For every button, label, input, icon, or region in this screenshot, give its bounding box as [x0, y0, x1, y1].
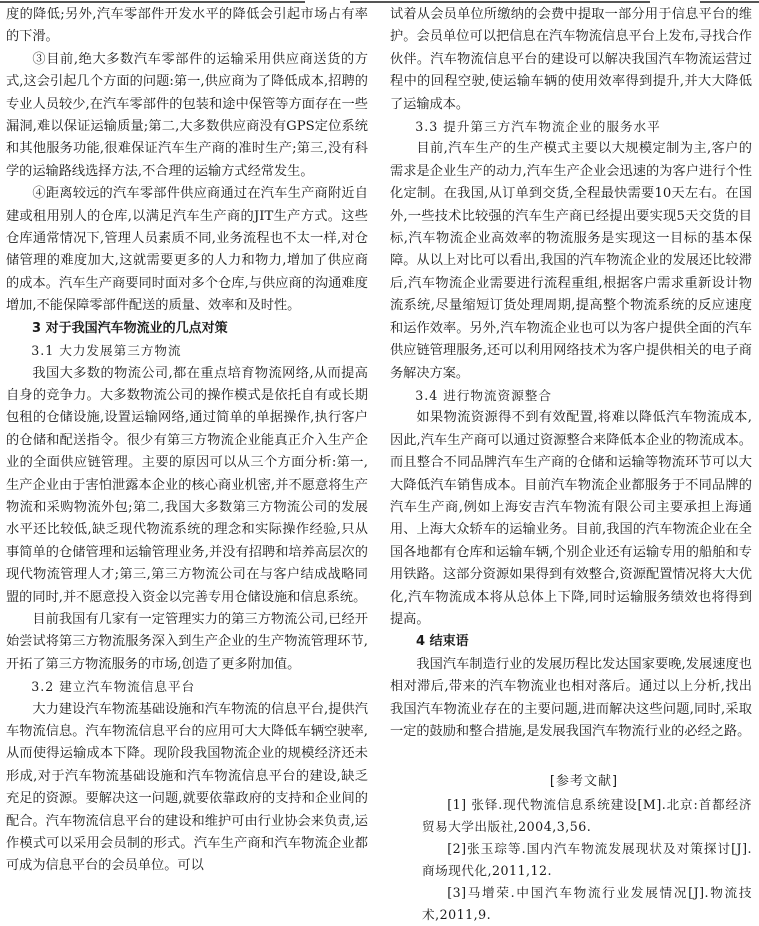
paragraph-continuation: 度的降低;另外,汽车零部件开发水平的降低会引起市场占有率的下滑。: [6, 7, 368, 45]
paragraph-continuation-right: 试着从会员单位所缴纳的会费中提取一部分用于信息平台的维护。会员单位可以把信息在汽车物流信息平台上发布,寻找合作伙伴。汽车物流信息平台的建设可以解决我国汽车物流运营过程中的回程空驶,使运输车辆的使用效率得到提升,并大大降低了运输成本。: [390, 7, 752, 112]
paragraph-3-2: 大力建设汽车物流基础设施和汽车物流的信息平台,提供汽车物流信息。汽车物流信息平台的应用可大大降低车辆空驶率,从而使得运输成本下降。现阶段我国物流企业的规模经济还未形成,对于汽车物流基础设施和汽车物流信息平台的建设,缺乏充足的资源。要解决这一问题,就要依靠政府的支持和企业间的配合。汽车物流信息平台的建设和维护可由行业协会来负责,运作模式可以采用会员制的形式。汽车生产商和汽车物流企业都可成为信息平台的会员单位。可以: [6, 701, 368, 874]
paragraph-3-3: 目前,汽车生产的生产模式主要以大规模定制为主,客户的需求是企业生产的动力,汽车生产企业会迅速的为客户进行个性化定制。在我国,从订单到交货,全程最快需要10天左右。在国外,一些技术比较强的汽车生产商已经提出要实现5天交货的目标,汽车物流企业高效率的物流服务是实现这一目标的基本保障。从以上对比可以看出,我国的汽车物流企业的发展还比较滞后,汽车物流企业需要进行流程重组,根据客户需求重新设计物流系统,尽量缩短订货处理周期,提高整个物流系统的反应速度和运作效率。另外,汽车物流企业也可以为客户提供全面的汽车供应链管理服务,还可以利用网络技术为客户提供相关的电子商务解决方案。: [390, 141, 752, 381]
subsection-3-3-heading: 3.3 提升第三方汽车物流企业的服务水平: [415, 119, 661, 135]
paragraph-3-4: 如果物流资源得不到有效配置,将难以降低汽车物流成本,因此,汽车生产商可以通过资源整合来降低本企业的物流成本。而且整合不同品牌汽车生产商的仓储和运输等物流环节可以大大降低汽车销售成本。目前汽车物流企业都服务于不同品牌的汽车生产商,例如上海安吉汽车物流有限公司主要承担上海通用、上海大众轿车的运输业务。目前,我国的汽车物流企业在全国各地都有仓库和运输车辆,个别企业还有运输专用的船舶和专用铁路。这部分资源如果得到有效整合,资源配置情况将大大优化,汽车物流成本将从总体上下降,同时运输服务绩效也将得到提高。: [390, 410, 752, 627]
reference-item: [2]张玉琮等.国内汽车物流发展现状及对策探讨[J].商场现代化,2011,12.: [422, 840, 752, 878]
paragraph-warehouse-issues: ④距离较远的汽车零部件供应商通过在汽车生产商附近自建或租用别人的仓库,以满足汽车生产商的JIT生产方式。这些仓库通常情况下,管理人员素质不同,业务流程也不太一样,对仓储管理的难度加大,这就需要更多的人力和物力,增加了供应商的成本。汽车生产商要同时面对多个仓库,与供应商的沟通难度增加,不能保障零部件配送的质量、效率和及时性。: [6, 186, 368, 314]
section-3-heading: 3 对于我国汽车物流业的几点对策: [32, 320, 228, 336]
reference-item: [3]马增荣.中国汽车物流行业发展情况[J].物流技术,2011,9.: [422, 884, 752, 922]
subsection-3-2-heading: 3.2 建立汽车物流信息平台: [31, 679, 196, 695]
references-spacer: [390, 743, 752, 771]
subsection-3-1-heading: 3.1 大力发展第三方物流: [31, 343, 182, 359]
header-rule-segment: [700, 1, 759, 3]
paragraph-conclusion: 我国汽车制造行业的发展历程比发达国家要晚,发展速度也相对滞后,带来的汽车物流业也相对落后。通过以上分析,找出我国汽车物流业存在的主要问题,进而解决这些问题,同时,采取一定的鼓励和整合措施,是发展我国汽车物流行业的必经之路。: [390, 656, 752, 739]
paragraph-transport-issues: ③目前,绝大多数汽车零部件的运输采用供应商送货的方式,这会引起几个方面的问题:第一,供应商为了降低成本,招聘的专业人员较少,在汽车零部件的包装和途中保管等方面存在一些漏洞,难以保证运输质量;第二,大多数供应商没有GPS定位系统和其他服务功能,很难保证汽车生产商的准时生产;第三,没有科学的运输路线选择方法,不合理的运输方式经常发生。: [6, 51, 368, 179]
paragraph-3-1-b: 目前我国有几家有一定管理实力的第三方物流公司,已经开始尝试将第三方物流服务深入到生产企业的生产物流管理环节,开拓了第三方物流服务的市场,创造了更多附加值。: [6, 611, 368, 672]
left-column: [6, 4, 368, 878]
paragraph-3-1-a: 我国大多数的物流公司,都在重点培育物流网络,从而提高自身的竞争力。大多数物流公司的操作模式是依托自有或长期包租的仓储设施,设置运输网络,通过简单的单据操作,执行客户的仓储和配送指令。很少有第三方物流企业能真正介入生产企业的全面供应链管理。主要的原因可以从三个方面分析:第一,生产企业由于害怕泄露本企业的核心商业机密,并不愿意将生产物流和采购物流外包;第二,我国大多数第三方物流公司的发展水平还比较低,缺乏现代物流系统的理念和实际操作经验,只从事简单的仓储管理和运输管理业务,并没有招聘和培养高层次的现代物流管理人才;第三,第三方物流公司在与客户结成战略同盟的同时,并不愿意投入资金以完善专用仓储设施和信息系统。: [6, 365, 368, 605]
right-column: [390, 4, 752, 926]
header-rule-segment: [350, 1, 650, 3]
subsection-3-4-heading: 3.4 进行物流资源整合: [415, 387, 552, 403]
reference-item: [1] 张铎.现代物流信息系统建设[M].北京:首都经济贸易大学出版社,2004,3,56.: [422, 796, 752, 834]
header-rule-segment: [0, 1, 305, 3]
references-title: [参考文献]: [549, 774, 619, 790]
section-4-heading: 4 结束语: [416, 634, 469, 650]
